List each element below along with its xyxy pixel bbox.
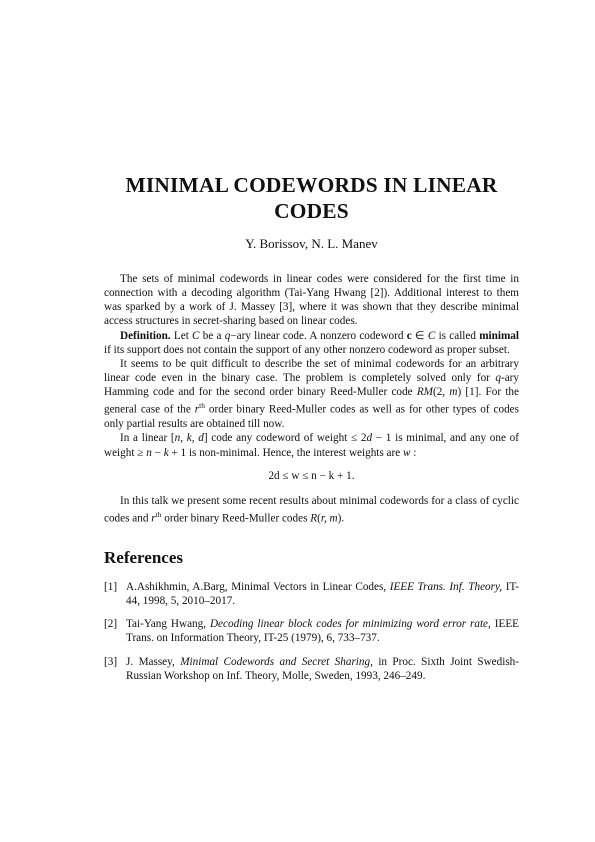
abstract (104, 272, 519, 526)
text-run: in Proc. Sixth Joint Swedish-Russian Workshop on Inf. Theory, Molle, Sweden, 1993, 246–249. (126, 655, 520, 682)
abstract-paragraph-3 (104, 357, 519, 432)
text-run: ] code any codeword of weight ≤ 2 (203, 432, 367, 445)
text-run: − (151, 446, 164, 459)
reference-number: [1] (104, 580, 118, 593)
reference-number: [2] (104, 618, 118, 631)
reference-text (126, 580, 519, 608)
text-run: ) [1]. For the general case of the (104, 386, 519, 417)
reference-text (126, 617, 519, 645)
text-run: IEEE Trans. on Information Theory, IT-25 (1979), 6, 733–737. (126, 618, 519, 645)
text-run: (2, (432, 386, 450, 399)
definition-text: −ary linear code. A nonzero codeword (230, 329, 407, 342)
text-run: In a linear [ (120, 432, 175, 445)
definition-text: ∈ (411, 329, 428, 342)
text-run: -ary Hamming code and for the second order binary Reed-Muller code (104, 372, 519, 399)
text-run: IT-44, 1998, 5, 2010–2017. (126, 580, 519, 608)
text-run: ). (337, 512, 345, 525)
definition-paragraph (104, 329, 519, 357)
math-symbol: r (194, 404, 200, 417)
text-run: ( (317, 512, 321, 525)
superscript: th (155, 510, 162, 520)
math-symbol: q (224, 329, 231, 342)
text-run: In this talk we present some recent results about minimal codewords for a class of cyclic codes and (104, 494, 519, 525)
math-symbol: n, k, d (174, 432, 204, 445)
reference-list (104, 580, 519, 683)
reference-item (104, 617, 519, 645)
display-equation: 2d ≤ w ≤ n − k + 1. (268, 469, 355, 482)
math-symbol: R (310, 512, 318, 525)
reference-number: [3] (104, 655, 118, 668)
defined-term: minimal (479, 329, 519, 342)
math-symbol: d (366, 432, 373, 445)
reference-title: Minimal Codewords and Secret Sharing, (180, 655, 373, 668)
math-symbol: C (192, 329, 200, 342)
math-symbol: n (146, 446, 152, 459)
math-symbol: m (449, 386, 458, 399)
math-symbol: RM (416, 386, 433, 399)
definition-label: Definition. (120, 329, 171, 342)
math-symbol: r, m (320, 512, 338, 525)
text-run: − 1 is minimal, and any one of weight ≥ (104, 432, 519, 459)
abstract-paragraph-4 (104, 431, 519, 459)
reference-item (104, 655, 519, 683)
text-run: + 1 is non-minimal. Hence, the interest weights are (168, 446, 404, 459)
text-run: order binary Reed-Muller codes as well as for other types of codes only partial results are obtained till now. (104, 404, 520, 431)
definition-text: if its support does not contain the support of any other nonzero codeword as proper subset. (104, 343, 510, 356)
reference-title: Decoding linear block codes for minimizing word error rate, (209, 618, 491, 631)
math-symbol: C (427, 329, 436, 342)
references-heading: References (104, 547, 183, 567)
text-run: order binary Reed-Muller codes (161, 512, 311, 525)
definition-text: Let (170, 329, 193, 342)
definition-text: be a (199, 329, 225, 342)
math-symbol: q (495, 372, 501, 385)
text-run: J. Massey, (126, 655, 181, 668)
reference-text (126, 655, 519, 683)
reference-item (104, 580, 519, 608)
abstract-paragraph-1: The sets of minimal codewords in linear codes were considered for the first time in connection with a decoding algorithm (Tai-Yang Hwang [2]). Additional interest to them was sparked by a work of J. Massey [3], where it was shown that they describe minimal access structures in secret-sharing based on linear codes. (104, 273, 519, 328)
math-symbol: k (163, 446, 169, 459)
text-run: A.Ashikhmin, A.Barg, Minimal Vectors in Linear Codes, (126, 580, 390, 593)
math-symbol: c (406, 329, 412, 342)
paper-authors: Y. Borissov, N. L. Manev (245, 236, 378, 251)
text-run: It seems to be quit difficult to describe the set of minimal codewords for an arbitrary linear code even in the binary case. The problem is completely solved only for (104, 357, 519, 385)
abstract-paragraph-5 (104, 494, 519, 526)
text-run: Tai-Yang Hwang, (126, 618, 210, 631)
paper-title: MINIMAL CODEWORDS IN LINEAR CODES (125, 173, 498, 223)
text-run: : (410, 446, 417, 459)
reference-venue: IEEE Trans. Inf. Theory, (389, 580, 503, 593)
definition-text: is called (435, 329, 480, 342)
math-symbol: w (403, 446, 411, 459)
math-symbol: r (151, 512, 156, 525)
superscript: th (199, 401, 205, 411)
